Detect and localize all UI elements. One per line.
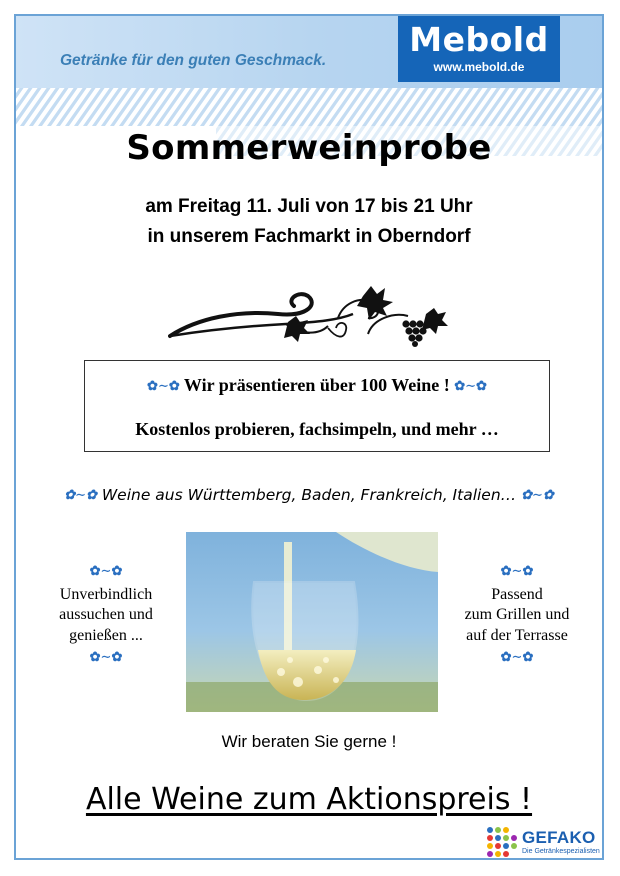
regions-line — [16, 486, 602, 504]
swirl-ornament-icon: ✿∼✿ — [500, 650, 534, 665]
swirl-ornament-icon: ✿∼✿ — [521, 488, 554, 503]
gefako-name: GEFAKO — [522, 828, 596, 847]
left-line-2: aussuchen und — [59, 606, 153, 623]
logo-url[interactable]: www.mebold.de — [433, 60, 525, 74]
right-text-block — [442, 560, 592, 671]
gefako-subtitle: Die Getränkespezialisten — [522, 848, 600, 855]
gefako-dots-icon — [484, 824, 520, 860]
sale-headline: Alle Weine zum Aktionspreis ! — [85, 782, 533, 817]
right-line-1: Passend — [491, 585, 543, 603]
tagline: Getränke für den guten Geschmack. — [60, 52, 327, 69]
highlight-box — [84, 360, 550, 452]
mebold-logo[interactable] — [398, 16, 560, 82]
event-title: Sommerweinprobe — [126, 128, 492, 168]
box-line-2: Kostenlos probieren, fachsimpeln, und mehr … — [135, 419, 499, 439]
regions-text: Weine aus Württemberg, Baden, Frankreich, Italien… — [101, 486, 517, 504]
left-text-block — [31, 560, 181, 671]
poster-frame — [14, 14, 604, 860]
event-location: in unserem Fachmarkt in Oberndorf — [147, 226, 471, 247]
swirl-ornament-icon: ✿∼✿ — [147, 379, 180, 395]
right-line-2: zum Grillen und — [464, 606, 570, 623]
vine-ornament-icon — [168, 274, 458, 348]
gefako-logo — [484, 824, 602, 860]
advice-text: Wir beraten Sie gerne ! — [221, 732, 397, 751]
box-line-1 — [85, 375, 549, 396]
left-line-3: genießen ... — [69, 626, 143, 644]
box-line-1-text: Wir präsentieren über 100 Weine ! — [183, 375, 450, 395]
swirl-ornament-icon: ✿∼✿ — [454, 379, 487, 395]
swirl-ornament-icon: ✿∼✿ — [64, 488, 97, 503]
event-date: am Freitag 11. Juli von 17 bis 21 Uhr — [145, 196, 473, 217]
swirl-ornament-icon: ✿∼✿ — [89, 650, 123, 665]
swirl-ornament-icon: ✿∼✿ — [89, 564, 123, 579]
right-line-3: auf der Terrasse — [466, 626, 568, 644]
wine-glass-photo — [186, 532, 438, 712]
left-line-1: Unverbindlich — [59, 585, 153, 603]
swirl-ornament-icon: ✿∼✿ — [500, 564, 534, 579]
logo-name: Mebold — [409, 20, 549, 59]
